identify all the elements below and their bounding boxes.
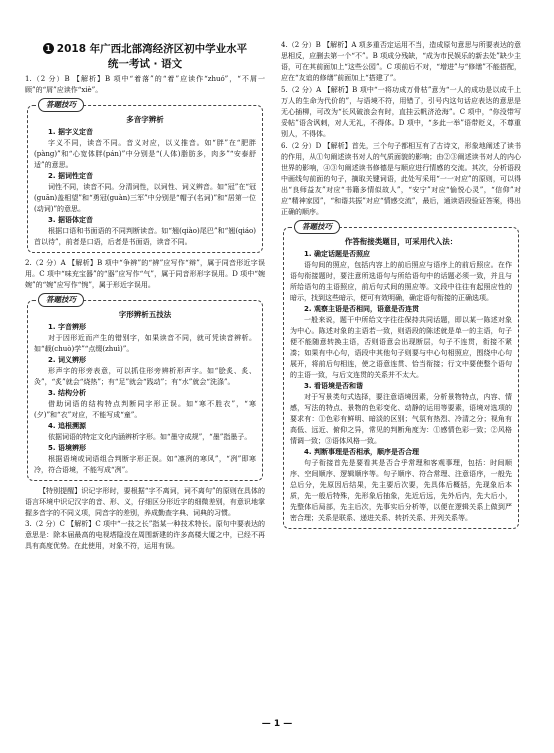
tips-box-2 — [27, 295, 263, 481]
tip-heading: 4. 判断事理是否相承，顺序是否合理 — [304, 448, 419, 456]
tip-body: 对于因形近而产生的错别字，如果读音不同，就可凭读音辨析。如“载(chuò)学”“点缀(zhuì)”。 — [34, 334, 256, 353]
paper-title — [25, 42, 265, 72]
tip-body: 借助词语的结构特点判断同字形正误。如“寒不胜衣”，“寒(夕)”和“衣”对应，不能写成“童”。 — [34, 400, 256, 419]
answer-6: 6.（2 分）D 【解析】首先，三个句子都相互有了古诗文，形象地阐述了读书的作用，从①句阐述读书对人的气质面貌的影响；由②③阐述读书对人的内心世界的影响，④③句阐述读书修德是与顺应进行情感的交流。其次，分析语段中画线句前面的句子，摘取关键词语，此处写采用“一一对应”的原则，可以得出“良师益友”对应“书籍多情似故人”，“安宁”对应“愉悦心灵”，“信仰”对应“精神家园”，“和谐共振”对应“情感交流”，最后，通读语段验证答案，得出正确的顺序。 — [281, 142, 521, 216]
tip-body: 字义不同，读音不同。音义对应，以义推音。如“胖”在“肥胖(pàng)”和“心宽体胖(pán)”中分别是“(人体)脂肪多，肉多”“安泰舒适”的意思。 — [34, 139, 256, 169]
page-number: — 1 — — [261, 719, 293, 729]
tip-body: 根据口语和书面语的不同判断读音。如“翘(qiào)尾巴”和“翘(qiáo)首以待”，前者是口语，后者是书面语，读音不同。 — [34, 227, 256, 246]
tip-heading: 4. 追根溯源 — [48, 422, 86, 430]
tip-heading: 1. 确定话题是否照应 — [304, 250, 370, 258]
special-note: 【特别提醒】识记字形时，要根据“字不离词，词不离句”的原则在具体的语言环境中识记汉字的音、形、义，仔细区分形近字的细微差别，有意识地掌握多音字的不同义项，同音字的差别，养成勤查字典、词典的习惯。 — [25, 487, 265, 517]
tip-heading: 5. 语境辨形 — [48, 444, 86, 452]
tip-heading: 1. 据字义定音 — [48, 128, 93, 136]
tip-heading: 3. 看语境是否和谐 — [304, 382, 363, 390]
answer-page — [25, 40, 533, 730]
tips-title: 字形辨析五技法 — [118, 310, 172, 319]
tip-body: 句子衔接首先是要看其是否合乎常理和客观事理，包括：时间顺序、空间顺序、逻辑顺序等。句子顺序、符合常理、注意语序，一般先总后分，先原因后结果，先主要后次要，先具体后概括，先现象后本质，先一般后特殊，先形象后抽象，先近后远，先外后内，先大后小，先整体后局部，先主后次，先事实后分析等，以便在逻辑关系上做到严密合理；关系是联系、递进关系、转折关系、并列关系等。 — [290, 459, 512, 522]
left-column — [25, 40, 265, 553]
section-number-badge: 1 — [43, 43, 54, 54]
tip-body: 语句间的照应，包括内容上的前后照应与语序上的前后照应。在作语句衔接题时，要注意所选语句与所给语句中的话题必须一致，并且与所给语句的主语照应，前后句式间的照应等。文段中往往有起照应性的暗示，找到这些暗示，便可有效明确，确定语句衔接的正确选项。 — [290, 261, 512, 302]
tip-heading: 3. 结构分析 — [48, 389, 86, 397]
tip-body: 一般来说，题干中所给文字往往保持共同话题，即以某一陈述对象为中心。陈述对象的主语若一致，则语段的陈述就是单一的主语，句子便不能随意转换主语，否则语意会出现断层，句子不连贯，衔接不紧凑；如果有中心句，语段中其他句子则要与中心句相照应，围绕中心句展开，将前后句相连，使之语意连贯、恰当衔接；行文中要使整个语句的主语一致，与后文连贯的关系并不太大。 — [290, 316, 512, 379]
right-column — [281, 40, 521, 534]
tip-heading: 2. 据词性定音 — [48, 172, 93, 180]
answer-4: 4.（2 分）B 【解析】A 项多重否定运用不当，造成原句意思与所要表达的意思相反，应删去第一个“不”。B 项成分残缺，“成为市民娱乐的新去处”缺少主语，可在其前面加上“这些公园”。C 项前后不对，“增进”与“修缮”不能搭配，应在“友谊的修缮”前面加上“搭建了”。 — [281, 41, 521, 82]
tip-body: 词性不同，读音不同。分清词性，以词性、词义辨音。如“冠”在“冠(guān)盖相望”和“勇冠(guàn)三军”中分别是“帽子(名词)”和“居第一位(动词)”的意思。 — [34, 183, 256, 213]
tips-badge: 答题技巧 — [38, 98, 84, 112]
tips-badge: 答题技巧 — [294, 220, 340, 234]
tip-heading: 1. 字音辨形 — [48, 323, 86, 331]
answer-3: 3.（2 分）C 【解析】C 项中“一技之长”指某一种技术特长。原句中要表达的意思是：除本届最高的电视塔隐没在周围新建的许多高楼大厦之中，已经不再具有高度优势。在此使用，对象不符，运用有误。 — [25, 520, 265, 550]
tip-heading: 2. 词义辨形 — [48, 356, 86, 364]
tip-heading: 3. 据语体定音 — [48, 216, 93, 224]
tip-body: 根据语境或词语组合判断字形正误。如“凛冽的寒风”，“冽”即寒冷，符合语境，不能写成“冽”。 — [34, 455, 256, 474]
answer-1: 1.（2 分）B 【解析】B 项中“着落”的“着”应读作“zhuó”，“不屑一顾”的“屑”应读作“xiè”。 — [25, 75, 265, 94]
tips-box-1 — [27, 100, 263, 253]
tips-box-3 — [283, 222, 519, 529]
tip-body: 对于写景类句式选择，要注意语境因素，分析景物特点，内容、情感，写法的特点、景物的色彩变化、动静的运用等要素，语境对选项的要求有：①色彩有鲜明、暗淡的区别；气氛有热烈、冷清之分；视角有高低、远近、俯仰之异，常见的判断角度为：①感情色彩一致；②风格情调一致；③语体风格一致。 — [290, 393, 512, 445]
tip-heading: 2. 观察主语是否相同，语意是否连贯 — [304, 305, 419, 313]
answer-2: 2.（2 分）A 【解析】B 项中“争辨”的“辨”应写作“辩”，属于同音形近字误用。C 项中“味充宝器”的“器”应写作“气”，属于同音形形字误用。D 项中“婉婉”的“婉”应写作“惋”，属于形近字误用。 — [25, 259, 265, 289]
tips-title: 多音字辨析 — [126, 115, 164, 124]
title-line-1: 2018 年广西北部湾经济区初中学业水平 — [56, 43, 248, 55]
tip-body: 依据词语的特定文化内涵辨析字形。如“墨守成规”，“墨”指墨子。 — [48, 433, 252, 441]
tips-title: 作答衔接类题目，可采用代入法： — [344, 237, 458, 246]
tip-body: 形声字的形旁表意，可以抓住形旁辨析形声字。如“脍炙、炙、灸”，“炙”就会“烧热”；有“足”就会“践动”；有“水”就会“洗涤”。 — [34, 367, 256, 386]
answer-5: 5.（2 分）A 【解析】B 项中“一将功成万骨枯”意为“一人的成功是以成千上万人的生命为代价的”，与语境不符，用错了，引号内这句话应表达的意思是无心插柳，可改为“长风破浪会有时，直挂云帆济沧海”。C 项中，“你没带写妥帖”语含讽刺，对人无礼，不得体。D 项中，“多此一举”语带贬义，不尊重别人，不得体。 — [281, 86, 521, 138]
tips-badge: 答题技巧 — [38, 293, 84, 307]
title-line-2: 统一考试 · 语文 — [107, 58, 183, 70]
